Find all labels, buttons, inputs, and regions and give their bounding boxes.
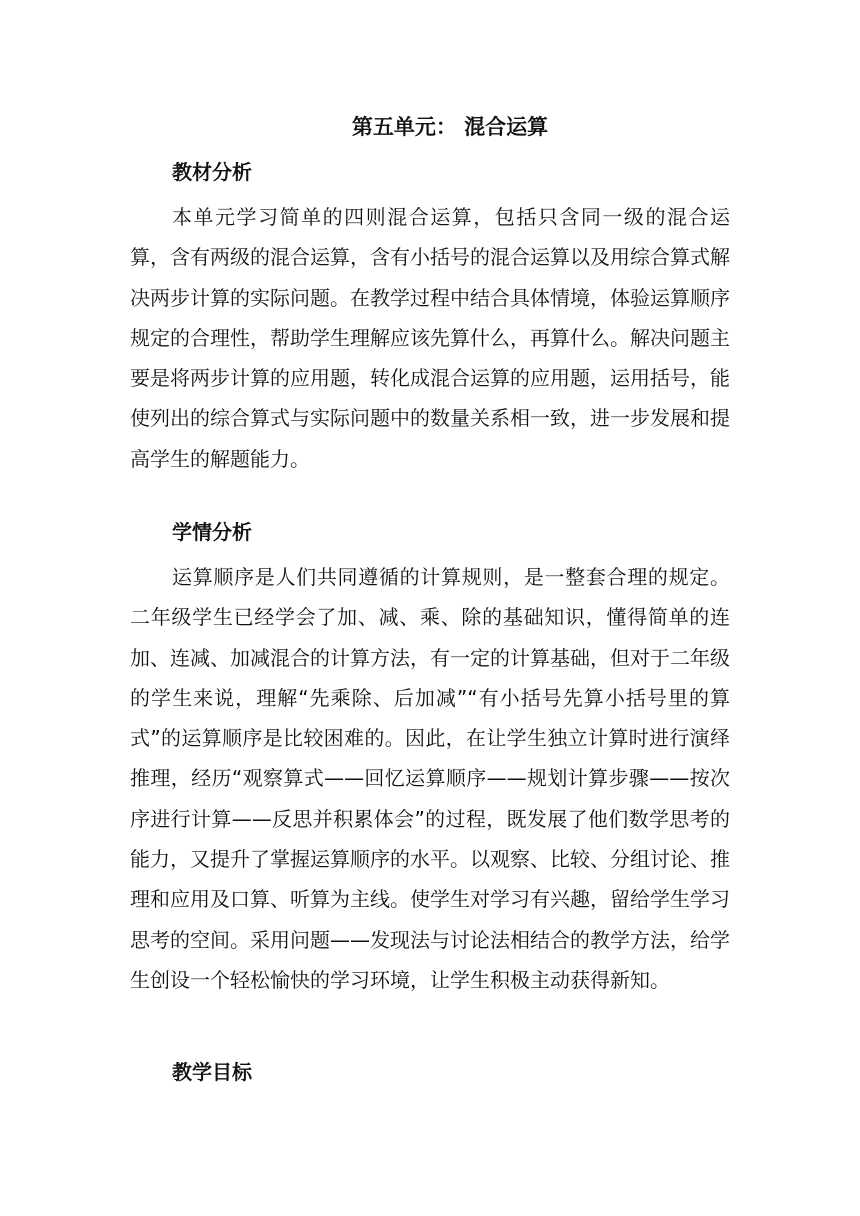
section-heading-teaching-goals: 教学目标 <box>172 1060 252 1084</box>
section-paragraph-student-analysis: 运算顺序是人们共同遵循的计算规则，是一整套合理的规定。二年级学生已经学会了加、减、乘、除的基础知识，懂得简单的连加、连减、加减混合的计算方法，有一定的计算基础，但对于二年级的学生来说，理解“先乘除、后加减”“有小括号先算小括号里的算式”的运算顺序是比较困难的。因此，在让学生独立计算时进行演绎推理，经历“观察算式——回忆运算顺序——规划计算步骤——按次序进行计算——反思并积累体会”的过程，既发展了他们数学思考的能力，又提升了掌握运算顺序的水平。以观察、比较、分组讨论、推理和应用及口算、听算为主线。使学生对学习有兴趣，留给学生学习思考的空间。采用问题——发现法与讨论法相结合的教学方法，给学生创设一个轻松愉快的学习环境，让学生积极主动获得新知。 <box>130 565 730 992</box>
section-paragraph-textbook-analysis: 本单元学习简单的四则混合运算，包括只含同一级的混合运算，含有两级的混合运算，含有小括号的混合运算以及用综合算式解决两步计算的实际问题。在教学过程中结合具体情境，体验运算顺序规定的合理性，帮助学生理解应该先算什么，再算什么。解决问题主要是将两步计算的应用题，转化成混合运算的应用题，运用括号，能使列出的综合算式与实际问题中的数量关系相一致，进一步发展和提高学生的解题能力。 <box>130 205 730 471</box>
section-heading-textbook-analysis: 教材分析 <box>172 160 252 184</box>
section-heading-student-analysis: 学情分析 <box>172 520 252 544</box>
document-title: 第五单元： 混合运算 <box>351 115 549 139</box>
